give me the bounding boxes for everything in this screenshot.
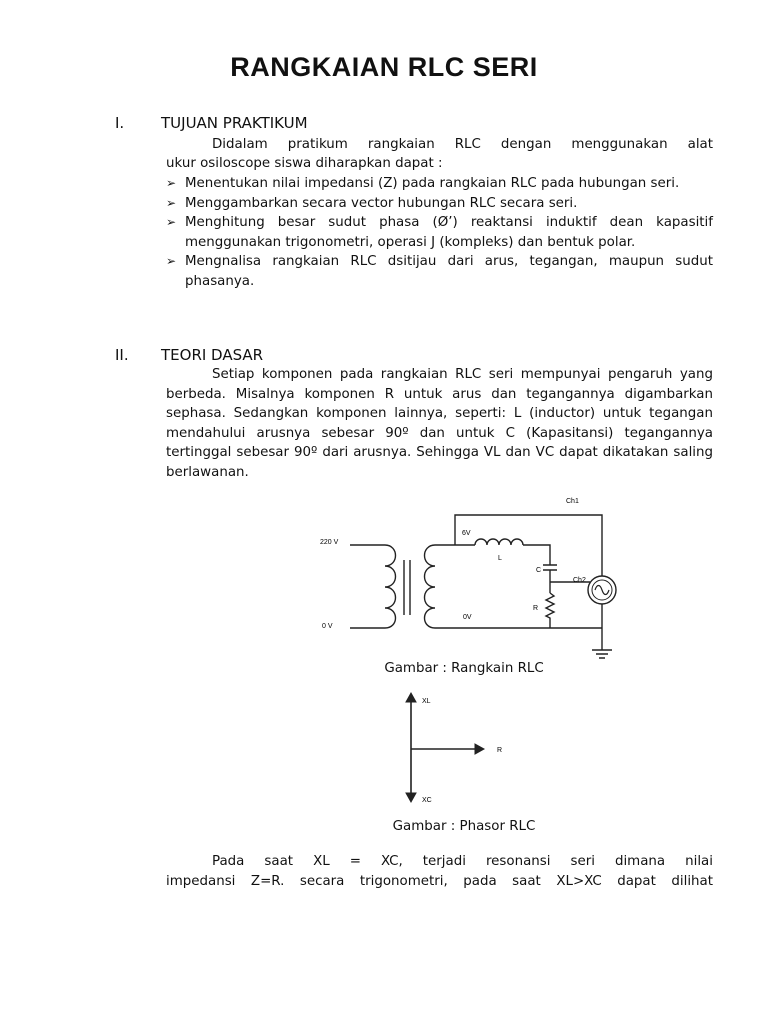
- arrow-bullet-icon: ➢: [166, 215, 177, 229]
- objective-list: [166, 174, 713, 291]
- label-ch2: Ch2: [573, 577, 586, 584]
- label-0v-primary: 0 V: [322, 623, 333, 630]
- closing-line1: Pada saat XL = XC, terjadi resonansi seri dimana nilai: [212, 854, 713, 869]
- label-capacitor: C: [536, 567, 542, 574]
- objective-text: Menggambarkan secara vector hubungan RLC secara seri.: [185, 195, 578, 211]
- objective-text: Mengnalisa rangkaian RLC dsitijau dari arus, tegangan, maupun sudut phasanya.: [185, 254, 713, 289]
- section-2-paragraph: Setiap komponen pada rangkaian RLC seri mempunyai pengaruh yang berbeda. Misalnya komponen R untuk arus dan tegangannya digambarkan sephasa. Sedangkan komponen lainnya, seperti: L (inductor) untuk tegangan mendahului arusnya sebesar 90º dan untuk C (Kapasitansi) tegangannya tertinggal sebesar 90º dari arusnya. Sehingga VL dan VC dapat dikatakan saling berlawanan.: [166, 367, 713, 480]
- section-1-number: I.: [115, 114, 125, 132]
- rlc-circuit-diagram: [300, 490, 660, 665]
- label-6v: 6V: [462, 530, 471, 537]
- arrow-bullet-icon: ➢: [166, 195, 177, 210]
- phasor-diagram: [395, 690, 515, 808]
- objective-text: Menghitung besar sudut phasa (Ø’) reaktansi induktif dean kapasitif menggunakan trigonometri, operasi J (kompleks) dan bentuk polar.: [185, 215, 713, 250]
- figure-1-caption: Gambar : Rangkain RLC: [384, 661, 544, 676]
- arrow-bullet-icon: ➢: [166, 254, 177, 268]
- page-title: RANGKAIAN RLC SERI: [230, 52, 538, 82]
- label-resistor: R: [533, 605, 539, 612]
- objective-text: Menentukan nilai impedansi (Z) pada rangkaian RLC pada hubungan seri.: [185, 176, 680, 191]
- section-1-intro-line1: Didalam pratikum rangkaian RLC dengan menggunakan alat: [212, 137, 713, 152]
- figure-2-caption: Gambar : Phasor RLC: [392, 819, 536, 834]
- section-2-number: II.: [115, 346, 129, 364]
- section-2-heading: TEORI DASAR: [161, 346, 264, 364]
- label-r: R: [497, 747, 503, 754]
- label-inductor: L: [498, 555, 502, 562]
- objective-item: [166, 174, 713, 194]
- label-0v-secondary: 0V: [463, 614, 472, 621]
- label-xc: XC: [422, 797, 432, 804]
- objective-item: [166, 213, 713, 252]
- closing-line2: impedansi Z=R. secara trigonometri, pada saat XL>XC dapat dilihat: [166, 874, 713, 889]
- label-xl: XL: [422, 698, 431, 705]
- label-220v: 220 V: [320, 539, 339, 546]
- label-ch1: Ch1: [566, 498, 579, 505]
- section-1-heading: TUJUAN PRAKTIKUM: [161, 114, 308, 132]
- arrow-bullet-icon: ➢: [166, 176, 177, 190]
- objective-item: [166, 194, 713, 214]
- section-1-intro-line2: ukur osiloscope siswa diharapkan dapat :: [166, 156, 443, 171]
- objective-item: [166, 252, 713, 291]
